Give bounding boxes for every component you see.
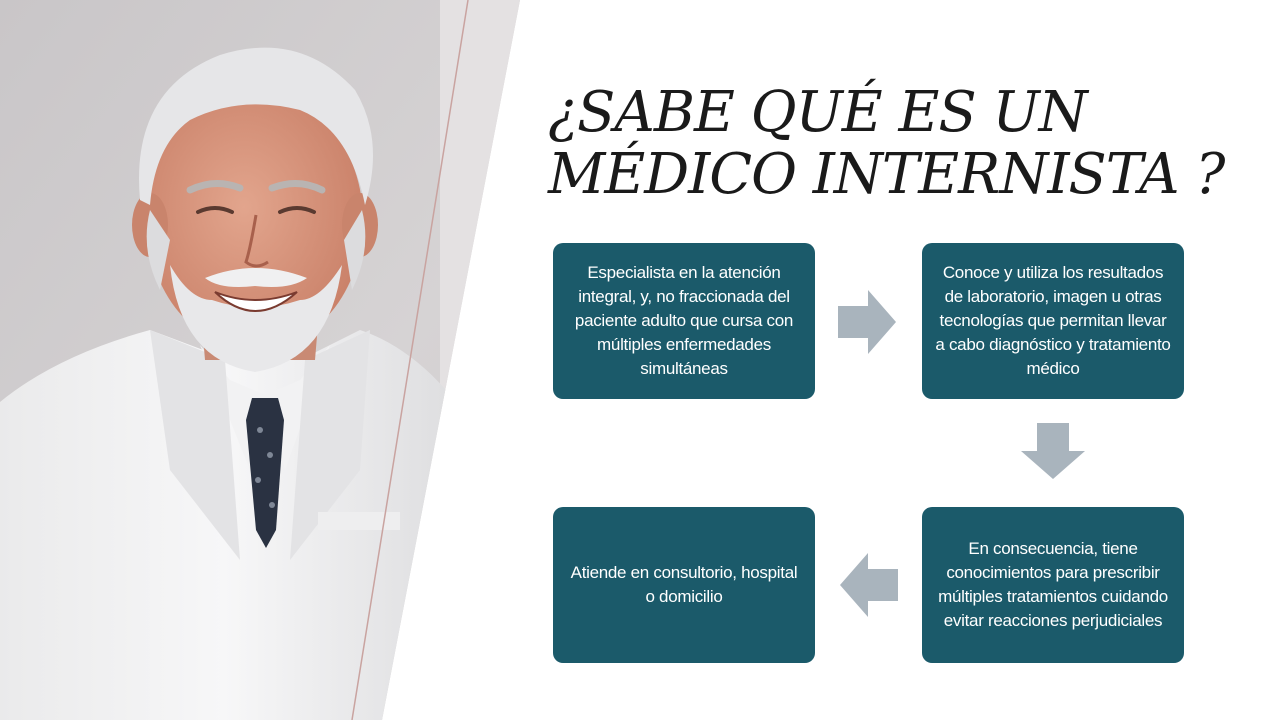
flow-step-1-text: Especialista en la atención integral, y, no fraccionada del paciente adulto que cursa con múltiples enfermedades simultáneas [574,263,794,378]
flow-step-3-text: En consecuencia, tiene conocimientos para prescribir múltiples tratamientos cuidando evitar reacciones perjudiciales [938,539,1168,630]
flow-step-2 [922,243,1184,399]
arrow-down-icon [1021,423,1085,479]
flow-step-2-text: Conoce y utiliza los resultados de laboratorio, imagen u otras tecnologías que permitan llevar a cabo diagnóstico y tratamiento médico [935,263,1171,378]
flow-step-4 [553,507,815,663]
flow-step-4-text: Atiende en consultorio, hospital o domicilio [570,563,798,606]
flow-step-3 [922,507,1184,663]
title-line-1: ¿SABE QUÉ ES UN [548,80,1087,145]
arrow-left-icon [840,553,898,617]
title-line-2: MÉDICO INTERNISTA ? [548,142,1225,207]
flow-step-1 [553,243,815,399]
page-title [548,82,1248,206]
arrow-right-icon [838,290,896,354]
